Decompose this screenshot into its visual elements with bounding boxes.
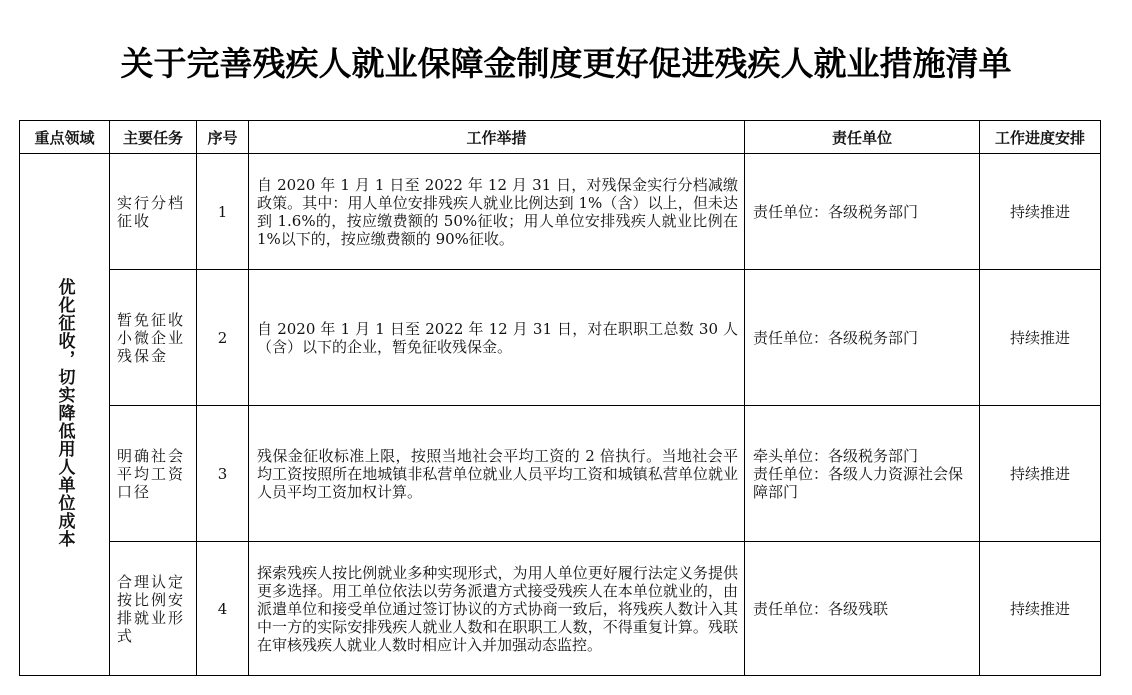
page-title: 关于完善残疾人就业保障金制度更好促进残疾人就业措施清单	[120, 44, 1012, 83]
measure-cell: 残保金征收标准上限，按照当地社会平均工资的 2 倍执行。当地社会平均工资按照所在地城镇非私营单位就业人员平均工资和城镇私营单位就业人员平均工资加权计算。	[249, 406, 745, 542]
unit-cell	[745, 154, 980, 270]
task-cell: 合理认定按比例安排就业形式	[110, 542, 197, 676]
measure-cell: 自 2020 年 1 月 1 日至 2022 年 12 月 31 日，对残保金实行分档减缴政策。其中：用人单位安排残疾人就业比例达到 1%（含）以上，但未达到 1.6%的，按应缴费额的 50%征收；用人单位安排残疾人就业比例在 1%以下的，按应缴费额的 90%征收。	[249, 154, 745, 270]
domain-text: 优化征收，切实降低用人单位成本	[54, 277, 75, 548]
header-progress: 工作进度安排	[980, 121, 1101, 154]
number-cell: 4	[197, 542, 249, 676]
number-cell: 1	[197, 154, 249, 270]
number-cell: 3	[197, 406, 249, 542]
domain-cell	[20, 154, 110, 676]
header-domain: 重点领域	[20, 121, 110, 154]
header-no: 序号	[197, 121, 249, 154]
table-row	[20, 542, 1101, 676]
unit-line: 责任单位：各级税务部门	[753, 202, 919, 221]
header-unit: 责任单位	[745, 121, 980, 154]
unit-cell	[745, 542, 980, 676]
progress-cell: 持续推进	[980, 270, 1101, 406]
header-task: 主要任务	[110, 121, 197, 154]
progress-cell: 持续推进	[980, 406, 1101, 542]
number-cell: 2	[197, 270, 249, 406]
table-row	[20, 154, 1101, 270]
unit-cell	[745, 270, 980, 406]
task-cell: 明确社会平均工资口径	[110, 406, 197, 542]
measure-cell: 自 2020 年 1 月 1 日至 2022 年 12 月 31 日，对在职职工总数 30 人（含）以下的企业，暂免征收残保金。	[249, 270, 745, 406]
progress-cell: 持续推进	[980, 154, 1101, 270]
unit-line: 牵头单位：各级税务部门	[753, 446, 919, 465]
table-row	[20, 270, 1101, 406]
measure-cell: 探索残疾人按比例就业多种实现形式，为用人单位更好履行法定义务提供更多选择。用工单位依法以劳务派遣方式接受残疾人在本单位就业的，由派遣单位和接受单位通过签订协议的方式协商一致后，将残疾人数计入其中一方的实际安排残疾人就业人数和在职职工人数，不得重复计算。残联在审核残疾人就业人数时相应计入并加强动态监控。	[249, 542, 745, 676]
unit-line: 责任单位：各级税务部门	[753, 328, 919, 347]
unit-line: 责任单位：各级残联	[753, 599, 889, 618]
task-cell: 暂免征收小微企业残保金	[110, 270, 197, 406]
task-cell: 实行分档征收	[110, 154, 197, 270]
unit-cell	[745, 406, 980, 542]
progress-cell: 持续推进	[980, 542, 1101, 676]
table-row	[20, 406, 1101, 542]
table-header-row	[20, 121, 1101, 154]
unit-line: 责任单位：各级人力资源社会保障部门	[753, 464, 964, 501]
measures-table	[19, 120, 1101, 676]
header-measure: 工作举措	[249, 121, 745, 154]
